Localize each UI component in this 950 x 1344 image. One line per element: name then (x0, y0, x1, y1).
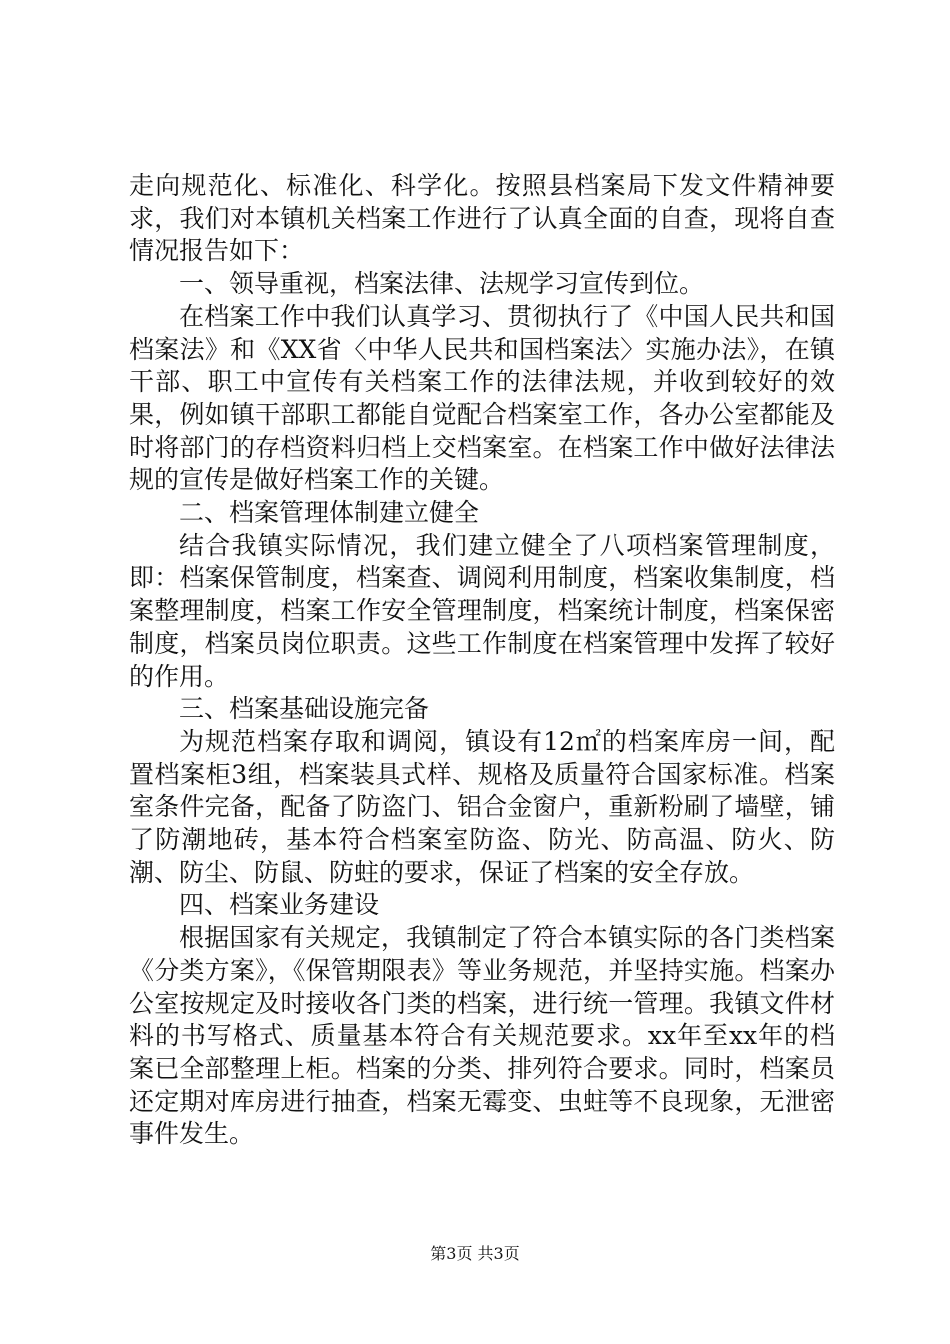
body-paragraph: 走向规范化、标准化、科学化。按照县档案局下发文件精神要求，我们对本镇机关档案工作进行了认真全面的自查，现将自查情况报告如下： (129, 171, 835, 266)
page-number-footer: 第3页 共3页 (430, 1244, 520, 1263)
section-heading: 二、档案管理体制建立健全 (179, 498, 480, 528)
section-heading: 四、档案业务建设 (179, 890, 380, 920)
body-paragraph: 在档案工作中我们认真学习、贯彻执行了《中国人民共和国档案法》和《XX省〈中华人民共和国档案法〉实施办法》，在镇干部、职工中宣传有关档案工作的法律法规，并收到较好的效果，例如镇干部职工都能自觉配合档案室工作，各办公室都能及时将部门的存档资料归档上交档案室。在档案工作中做好法律法规的宣传是做好档案工作的关键。 (129, 301, 835, 495)
section-heading: 三、档案基础设施完备 (179, 694, 430, 724)
body-paragraph: 结合我镇实际情况，我们建立健全了八项档案管理制度，即：档案保管制度，档案查、调阅利用制度，档案收集制度，档案整理制度，档案工作安全管理制度，档案统计制度，档案保密制度，档案员岗位职责。这些工作制度在档案管理中发挥了较好的作用。 (129, 530, 835, 691)
section-heading: 一、领导重视，档案法律、法规学习宣传到位。 (179, 269, 705, 299)
body-paragraph: 根据国家有关规定，我镇制定了符合本镇实际的各门类档案《分类方案》，《保管期限表》等业务规范，并坚持实施。档案办公室按规定及时接收各门类的档案，进行统一管理。我镇文件材料的书写格式、质量基本符合有关规范要求。xx年至xx年的档案已全部整理上柜。档案的分类、排列符合要求。同时，档案员还定期对库房进行抽查，档案无霉变、虫蛀等不良现象，无泄密事件发生。 (129, 923, 835, 1149)
body-paragraph: 为规范档案存取和调阅，镇设有12㎡的档案库房一间，配置档案柜3组，档案装具式样、规格及质量符合国家标准。档案室条件完备，配备了防盗门、铝合金窗户，重新粉刷了墙壁，铺了防潮地砖，基本符合档案室防盗、防光、防高温、防火、防潮、防尘、防鼠、防蛀的要求，保证了档案的安全存放。 (129, 726, 835, 887)
document-body (129, 170, 835, 1151)
